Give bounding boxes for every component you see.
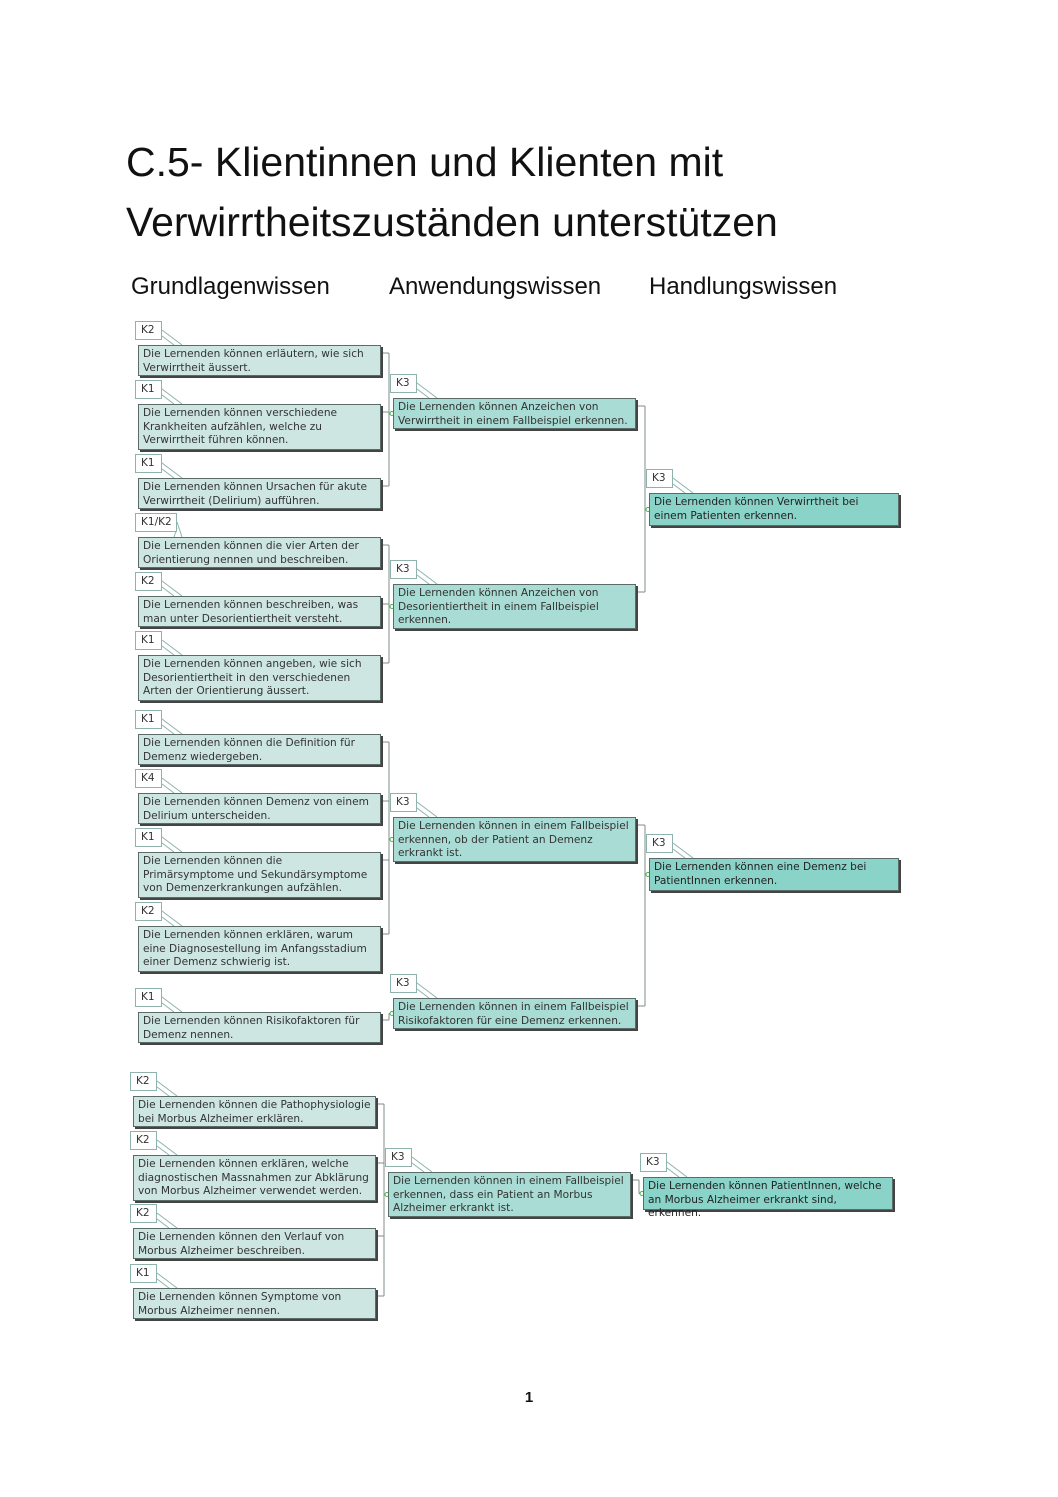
level-tag-pointer [162,640,182,655]
competency-level-tag: K1/K2 [135,513,177,532]
competency-box-n7: Die Lernenden können die Definition für Demenz wiedergeben. [138,734,381,765]
competency-level-tag: K2 [135,902,162,921]
level-tag-pointer [417,983,437,998]
level-tag-pointer [177,522,182,537]
competency-box-a4: Die Lernenden können in einem Fallbeispiel Risikofaktoren für eine Demenz erkennen. [393,998,636,1029]
competency-level-tag: K1 [135,828,162,847]
competency-box-n10: Die Lernenden können erklären, warum eine Diagnosestellung im Anfangsstadium einer Demenz schwierig ist. [138,926,381,972]
competency-box-a2: Die Lernenden können Anzeichen von Desorientiertheit in einem Fallbeispiel erkennen. [393,584,636,629]
level-tag-pointer [673,478,693,493]
competency-box-n13: Die Lernenden können erklären, welche diagnostischen Massnahmen zur Abklärung von Morbus Alzheimer verwendet werden. [133,1155,376,1201]
level-tag-pointer [162,778,182,793]
competency-box-n3: Die Lernenden können Ursachen für akute Verwirrtheit (Delirium) aufführen. [138,478,381,509]
competency-box-n1: Die Lernenden können erläutern, wie sich Verwirrtheit äussert. [138,345,381,376]
competency-level-tag: K3 [390,974,417,993]
level-tag-pointer [417,802,437,817]
competency-level-tag: K3 [385,1148,412,1167]
competency-level-tag: K3 [646,834,673,853]
competency-box-h1: Die Lernenden können Verwirrtheit bei einem Patienten erkennen. [649,493,899,526]
competency-level-tag: K1 [135,454,162,473]
competency-level-tag: K2 [135,321,162,340]
level-tag-pointer [162,719,182,734]
level-tag-pointer [157,1213,177,1228]
level-tag-pointer [157,1140,177,1155]
competency-box-h2: Die Lernenden können eine Demenz bei PatientInnen erkennen. [649,858,899,891]
competency-box-n4: Die Lernenden können die vier Arten der Orientierung nennen und beschreiben. [138,537,381,568]
competency-box-a3: Die Lernenden können in einem Fallbeispiel erkennen, ob der Patient an Demenz erkrankt ist. [393,817,636,862]
competency-box-h3: Die Lernenden können PatientInnen, welche an Morbus Alzheimer erkrankt sind, erkennen. [643,1177,893,1210]
competency-level-tag: K2 [130,1131,157,1150]
competency-level-tag: K3 [390,793,417,812]
page-number: 1 [524,1389,534,1406]
level-tag-pointer [162,389,182,404]
level-tag-pointer [162,997,182,1012]
competency-box-a5: Die Lernenden können in einem Fallbeispiel erkennen, dass ein Patient an Morbus Alzheimer erkrankt ist. [388,1172,631,1217]
competency-level-tag: K1 [130,1264,157,1283]
competency-box-n12: Die Lernenden können die Pathophysiologie bei Morbus Alzheimer erklären. [133,1096,376,1127]
level-tag-pointer [417,569,437,584]
competency-level-tag: K3 [390,374,417,393]
level-tag-pointer [412,1157,432,1172]
column-heading-handlungswissen: Handlungswissen [649,273,838,300]
competency-box-a1: Die Lernenden können Anzeichen von Verwirrtheit in einem Fallbeispiel erkennen. [393,398,636,429]
competency-box-n11: Die Lernenden können Risikofaktoren für Demenz nennen. [138,1012,381,1043]
competency-level-tag: K3 [646,469,673,488]
level-tag-pointer [162,330,182,345]
column-heading-anwendungswissen: Anwendungswissen [389,273,602,300]
level-tag-pointer [157,1081,177,1096]
competency-level-tag: K3 [640,1153,667,1172]
competency-level-tag: K1 [135,380,162,399]
level-tag-pointer [162,911,182,926]
level-tag-pointer [162,581,182,596]
competency-level-tag: K1 [135,988,162,1007]
column-heading-grundlagenwissen: Grundlagenwissen [131,273,330,300]
competency-level-tag: K3 [390,560,417,579]
level-tag-pointer [157,1273,177,1288]
level-tag-pointer [673,843,693,858]
level-tag-pointer [667,1162,687,1177]
level-tag-pointer [417,383,437,398]
competency-level-tag: K2 [130,1072,157,1091]
competency-box-n9: Die Lernenden können die Primärsymptome und Sekundärsymptome von Demenzerkrankungen aufzählen. [138,852,381,898]
document-title: C.5- Klientinnen und Klienten mit Verwirrtheitszuständen unterstützen [126,139,778,245]
level-tag-pointer [162,463,182,478]
competency-level-tag: K1 [135,710,162,729]
competency-level-tag: K2 [135,572,162,591]
competency-level-tag: K4 [135,769,162,788]
competency-level-tag: K1 [135,631,162,650]
competency-box-n6: Die Lernenden können angeben, wie sich Desorientiertheit in den verschiedenen Arten der Orientierung äussert. [138,655,381,701]
competency-level-tag: K2 [130,1204,157,1223]
competency-box-n15: Die Lernenden können Symptome von Morbus Alzheimer nennen. [133,1288,376,1319]
competency-box-n14: Die Lernenden können den Verlauf von Morbus Alzheimer beschreiben. [133,1228,376,1259]
level-tag-pointer [162,837,182,852]
competency-box-n2: Die Lernenden können verschiedene Krankheiten aufzählen, welche zu Verwirrtheit führen können. [138,404,381,450]
competency-box-n5: Die Lernenden können beschreiben, was man unter Desorientiertheit versteht. [138,596,381,627]
competency-box-n8: Die Lernenden können Demenz von einem Delirium unterscheiden. [138,793,381,824]
